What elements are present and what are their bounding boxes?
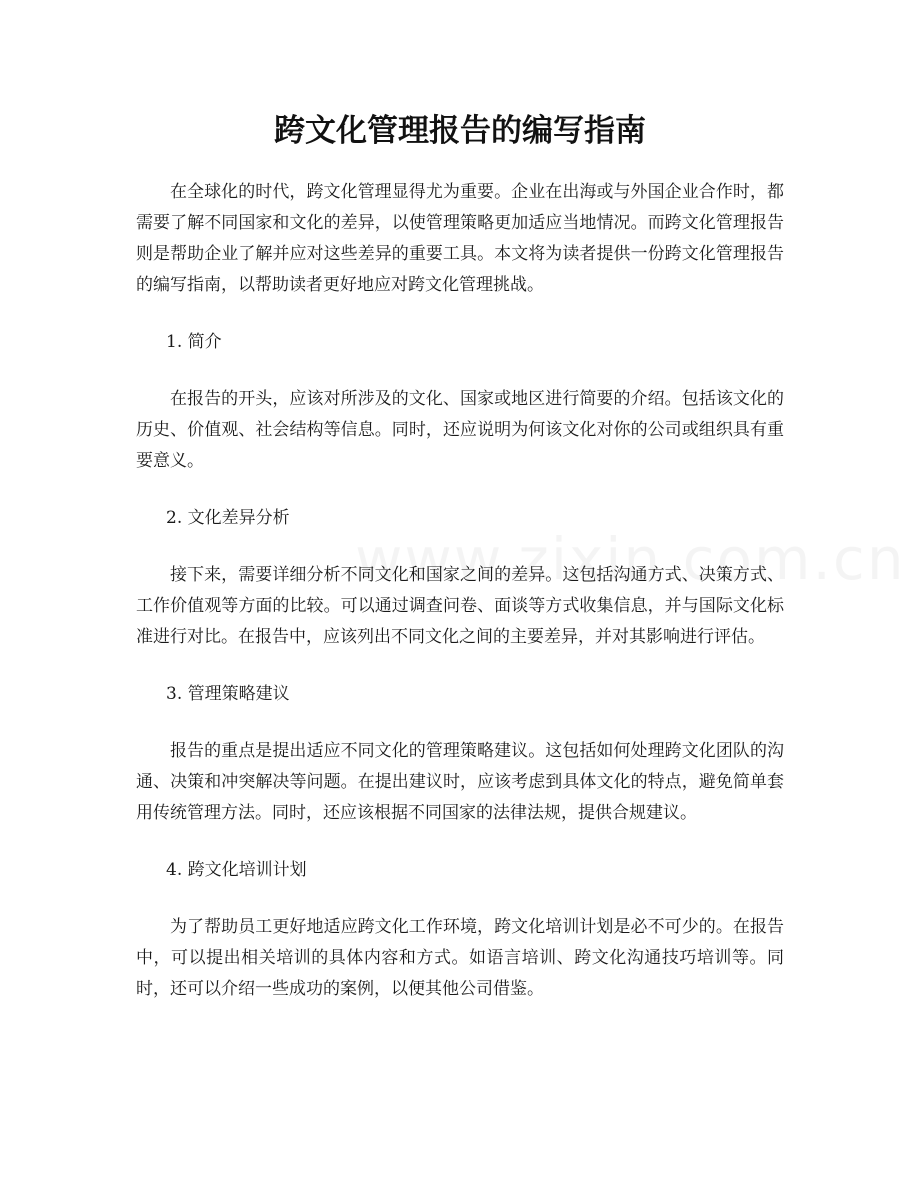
section-heading-strategy: 3. 管理策略建议 xyxy=(166,684,290,704)
section-heading-differences: 2. 文化差异分析 xyxy=(166,508,290,528)
intro-paragraph: 在全球化的时代，跨文化管理显得尤为重要。企业在出海或与外国企业合作时，都需要了解不同国家和文化的差异，以使管理策略更加适应当地情况。而跨文化管理报告则是帮助企业了解并应对这些差异的重要工具。本文将为读者提供一份跨文化管理报告的编写指南，以帮助读者更好地应对跨文化管理挑战。 xyxy=(136,182,784,295)
document-title: 跨文化管理报告的编写指南 xyxy=(274,113,646,149)
section-paragraph-differences: 接下来，需要详细分析不同文化和国家之间的差异。这包括沟通方式、决策方式、工作价值观等方面的比较。可以通过调查问卷、面谈等方式收集信息，并与国际文化标准进行对比。在报告中，应该列出不同文化之间的主要差异，并对其影响进行评估。 xyxy=(136,565,784,647)
section-paragraph-intro: 在报告的开头，应该对所涉及的文化、国家或地区进行简要的介绍。包括该文化的历史、价值观、社会结构等信息。同时，还应说明为何该文化对你的公司或组织具有重要意义。 xyxy=(136,389,784,471)
document-body xyxy=(136,177,784,1005)
section-paragraph-training: 为了帮助员工更好地适应跨文化工作环境，跨文化培训计划是必不可少的。在报告中，可以提出相关培训的具体内容和方式。如语言培训、跨文化沟通技巧培训等。同时，还可以介绍一些成功的案例，以便其他公司借鉴。 xyxy=(136,917,784,999)
section-paragraph-strategy: 报告的重点是提出适应不同文化的管理策略建议。这包括如何处理跨文化团队的沟通、决策和冲突解决等问题。在提出建议时，应该考虑到具体文化的特点，避免简单套用传统管理方法。同时，还应该根据不同国家的法律法规，提供合规建议。 xyxy=(136,741,784,823)
section-heading-training: 4. 跨文化培训计划 xyxy=(166,860,307,880)
section-heading-intro: 1. 简介 xyxy=(166,332,222,352)
